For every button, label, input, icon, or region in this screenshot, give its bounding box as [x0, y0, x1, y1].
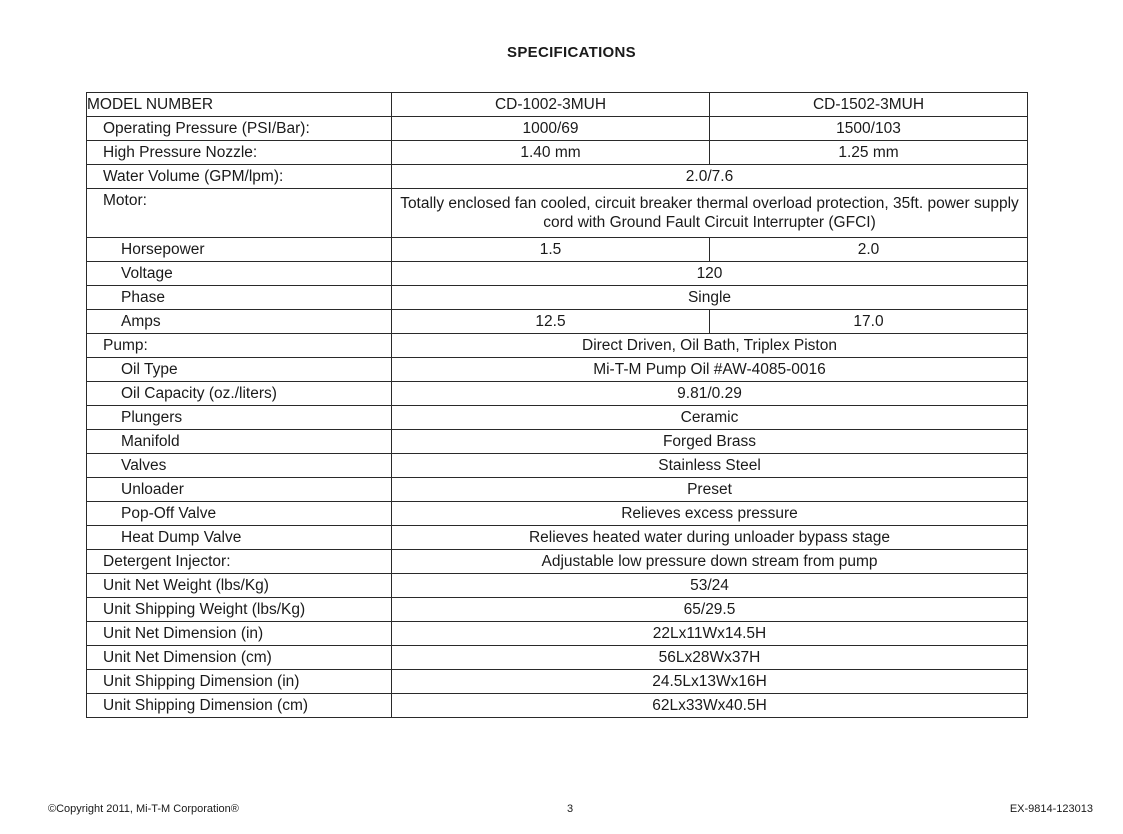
- table-row: [87, 670, 1028, 694]
- page-title: SPECIFICATIONS: [507, 44, 636, 61]
- row-value-b: 1500/103: [710, 117, 1028, 141]
- row-value: Relieves excess pressure: [392, 502, 1028, 526]
- table-row: [87, 454, 1028, 478]
- row-label: Unit Net Weight (lbs/Kg): [87, 574, 392, 598]
- table-row: [87, 430, 1028, 454]
- row-value-a: 12.5: [392, 310, 710, 334]
- table-row: [87, 358, 1028, 382]
- row-value: Totally enclosed fan cooled, circuit breaker thermal overload protection, 35ft. power supply cord with Ground Fault Circuit Interrupter (GFCI): [392, 189, 1028, 238]
- row-label: Pop-Off Valve: [87, 502, 392, 526]
- row-value: Adjustable low pressure down stream from pump: [392, 550, 1028, 574]
- footer-page-number: 3: [567, 803, 574, 815]
- table-row: [87, 526, 1028, 550]
- row-label: Plungers: [87, 406, 392, 430]
- table-row: [87, 598, 1028, 622]
- row-value: 9.81/0.29: [392, 382, 1028, 406]
- table-row: [87, 286, 1028, 310]
- row-label: Heat Dump Valve: [87, 526, 392, 550]
- header-model-a-cell: CD-1002-3MUH: [392, 93, 710, 117]
- row-value: Forged Brass: [392, 430, 1028, 454]
- row-label: Oil Capacity (oz./liters): [87, 382, 392, 406]
- row-value: Mi-T-M Pump Oil #AW-4085-0016: [392, 358, 1028, 382]
- row-value-b: 1.25 mm: [710, 141, 1028, 165]
- table-header-row: [87, 93, 1028, 117]
- row-value: 62Lx33Wx40.5H: [392, 694, 1028, 718]
- table-row: [87, 117, 1028, 141]
- row-label: Pump:: [87, 334, 392, 358]
- header-label-cell: MODEL NUMBER: [87, 93, 392, 117]
- row-label: Unit Shipping Dimension (in): [87, 670, 392, 694]
- row-label: Amps: [87, 310, 392, 334]
- table-row: [87, 334, 1028, 358]
- row-label: Detergent Injector:: [87, 550, 392, 574]
- row-value: Single: [392, 286, 1028, 310]
- row-label: Motor:: [87, 189, 392, 238]
- row-value: 56Lx28Wx37H: [392, 646, 1028, 670]
- row-value: 65/29.5: [392, 598, 1028, 622]
- row-value: Stainless Steel: [392, 454, 1028, 478]
- table-row: [87, 406, 1028, 430]
- row-value-a: 1000/69: [392, 117, 710, 141]
- row-value: 53/24: [392, 574, 1028, 598]
- row-label: High Pressure Nozzle:: [87, 141, 392, 165]
- row-label: Voltage: [87, 262, 392, 286]
- table-row: [87, 262, 1028, 286]
- header-model-b-cell: CD-1502-3MUH: [710, 93, 1028, 117]
- table-row: [87, 141, 1028, 165]
- table-row: [87, 550, 1028, 574]
- row-value: Relieves heated water during unloader bypass stage: [392, 526, 1028, 550]
- row-label: Unit Shipping Weight (lbs/Kg): [87, 598, 392, 622]
- row-value-a: 1.40 mm: [392, 141, 710, 165]
- row-label: Horsepower: [87, 238, 392, 262]
- row-value: 24.5Lx13Wx16H: [392, 670, 1028, 694]
- row-value-b: 2.0: [710, 238, 1028, 262]
- row-label: Unit Shipping Dimension (cm): [87, 694, 392, 718]
- row-label: Water Volume (GPM/lpm):: [87, 165, 392, 189]
- row-value-a: 1.5: [392, 238, 710, 262]
- table-row: [87, 574, 1028, 598]
- table-row: [87, 165, 1028, 189]
- row-label: Manifold: [87, 430, 392, 454]
- row-label: Oil Type: [87, 358, 392, 382]
- row-value: Ceramic: [392, 406, 1028, 430]
- footer-copyright: ©Copyright 2011, Mi-T-M Corporation®: [48, 803, 239, 815]
- footer-doc-code: EX-9814-123013: [1009, 803, 1093, 815]
- table-row: [87, 694, 1028, 718]
- table-row: [87, 478, 1028, 502]
- table-row: [87, 502, 1028, 526]
- table-row: [87, 382, 1028, 406]
- table-row: [87, 189, 1028, 238]
- table-row: [87, 238, 1028, 262]
- row-value: Direct Driven, Oil Bath, Triplex Piston: [392, 334, 1028, 358]
- row-label: Valves: [87, 454, 392, 478]
- row-label: Unloader: [87, 478, 392, 502]
- row-value: 2.0/7.6: [392, 165, 1028, 189]
- row-label: Unit Net Dimension (cm): [87, 646, 392, 670]
- table-row: [87, 310, 1028, 334]
- row-value: Preset: [392, 478, 1028, 502]
- row-value-b: 17.0: [710, 310, 1028, 334]
- specifications-table: [86, 92, 1028, 718]
- row-label: Operating Pressure (PSI/Bar):: [87, 117, 392, 141]
- table-row: [87, 646, 1028, 670]
- row-value: 120: [392, 262, 1028, 286]
- row-value: 22Lx11Wx14.5H: [392, 622, 1028, 646]
- row-label: Unit Net Dimension (in): [87, 622, 392, 646]
- row-label: Phase: [87, 286, 392, 310]
- table-row: [87, 622, 1028, 646]
